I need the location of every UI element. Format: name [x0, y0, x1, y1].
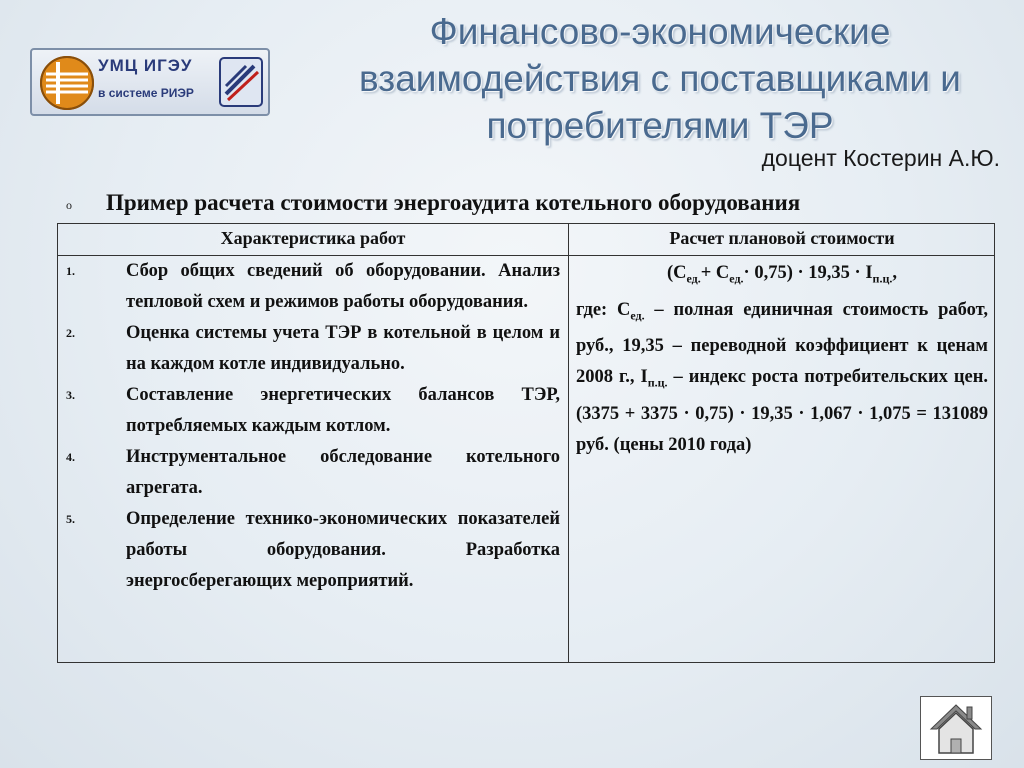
bullet-marker: o: [66, 198, 72, 212]
logo-circle-icon: [38, 54, 96, 112]
list-item: [58, 442, 568, 504]
logo-subtitle: в системе РИЭР: [98, 86, 194, 100]
formula-explanation: где: $С_{ед.}$ – полная единичная стоимость работ, руб., 19,35 – переводной коэффициент к ценам 2008 г., $I_{п.ц.}$ – индекс роста потребительских цен. (3375 + 3375 · 0,75) · 19,35 · 1,067 · 1,075 = 131089 руб. (цены 2010 года): [576, 299, 988, 456]
table-header-row: [58, 224, 994, 256]
list-item: [58, 318, 568, 380]
item-text: Оценка системы учета ТЭР в котельной в целом и на каждом котле индивидуально.: [126, 323, 560, 374]
cost-formula: $(С_{ед.}+ С_{ед.}\cdot 0,75) \cdot 19,35 \cdot I_{п.ц.}$,: [666, 263, 897, 286]
item-number: 1.: [66, 264, 75, 278]
cost-table: [57, 223, 995, 663]
home-icon: [921, 697, 991, 759]
list-item: [58, 504, 568, 597]
item-number: 2.: [66, 326, 75, 340]
section-heading: Пример расчета стоимости энергоаудита котельного оборудования: [106, 190, 801, 215]
item-number: 4.: [66, 450, 75, 464]
item-number: 3.: [66, 388, 75, 402]
works-list: [58, 256, 568, 597]
header-works: Характеристика работ: [220, 228, 406, 248]
calc-cell: [576, 258, 988, 461]
header-calc: Расчет плановой стоимости: [669, 228, 895, 248]
item-text: Определение технико-экономических показателей работы оборудования. Разработка энергосберегающих мероприятий.: [126, 509, 560, 591]
list-item: [58, 380, 568, 442]
item-text: Инструментальное обследование котельного агрегата.: [126, 447, 560, 498]
slide-title: Финансово-экономические взаимодействия с поставщиками и потребителями ТЭР: [359, 11, 961, 146]
list-item: [58, 256, 568, 318]
umc-logo: [30, 48, 270, 116]
item-text: Сбор общих сведений об оборудовании. Анализ тепловой схем и режимов работы оборудования.: [126, 261, 560, 312]
author: доцент Костерин А.Ю.: [761, 145, 1000, 171]
logo-title: УМЦ ИГЭУ: [98, 56, 193, 75]
item-text: Составление энергетических балансов ТЭР, потребляемых каждым котлом.: [126, 385, 560, 436]
logo-emblem-icon: [218, 56, 264, 108]
column-divider: [568, 224, 569, 662]
home-button[interactable]: [920, 696, 992, 760]
item-number: 5.: [66, 512, 75, 526]
